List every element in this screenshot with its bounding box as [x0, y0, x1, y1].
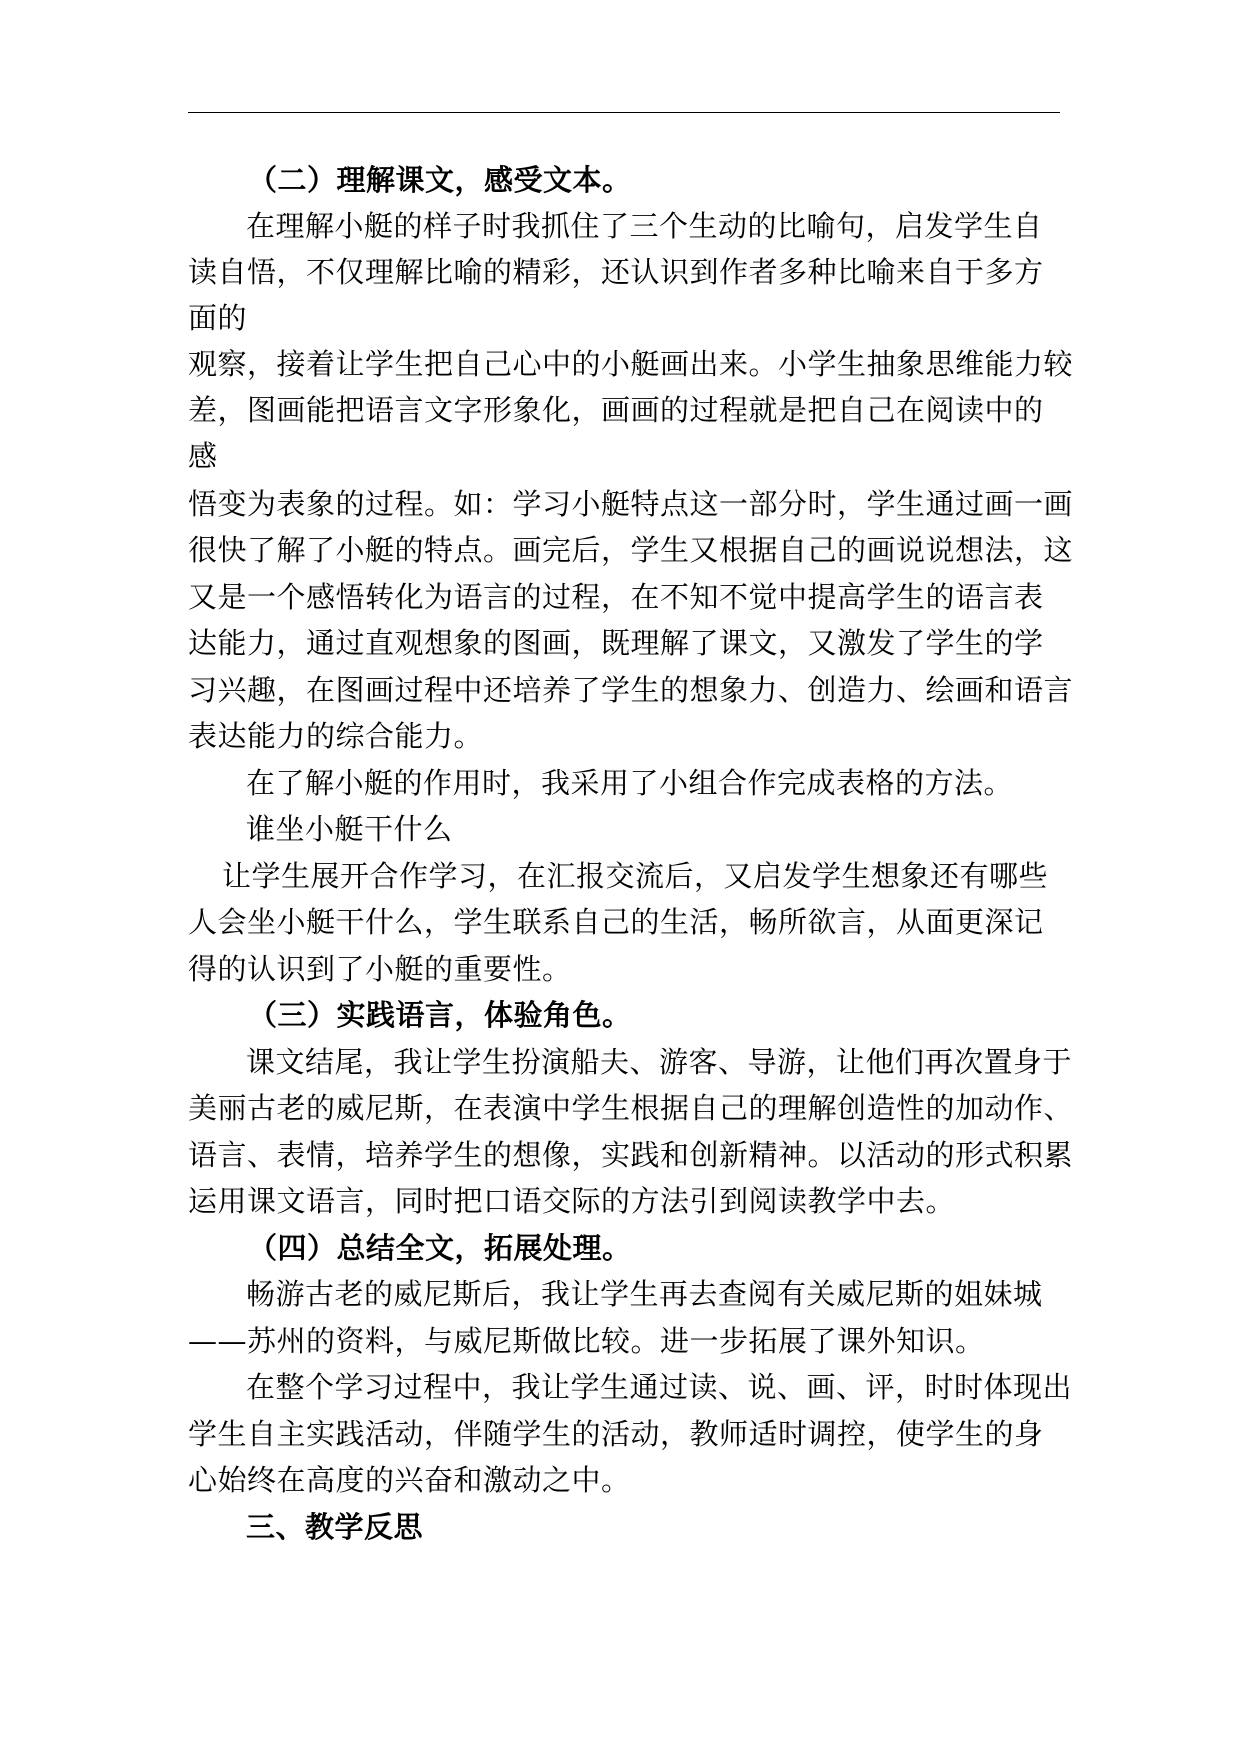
- section-heading-reflection: 三、教学反思: [246, 1510, 424, 1544]
- paragraph-line: 学生自主实践活动，伴随学生的活动，教师适时调控，使学生的身: [188, 1417, 1044, 1451]
- paragraph-line: 表达能力的综合能力。: [188, 719, 484, 753]
- paragraph-line: 很快了解了小艇的特点。画完后，学生又根据自己的画说说想法，这: [188, 533, 1074, 567]
- paragraph-line: 人会坐小艇干什么，学生联系自己的生活，畅所欲言，从面更深记: [188, 905, 1044, 939]
- paragraph-line: 得的认识到了小艇的重要性。: [188, 952, 572, 986]
- paragraph-line: 达能力，通过直观想象的图画，既理解了课文，又激发了学生的学: [188, 626, 1044, 660]
- section-heading-4: （四）总结全文，拓展处理。: [248, 1231, 632, 1265]
- paragraph-line: 观察，接着让学生把自己心中的小艇画出来。小学生抽象思维能力较: [188, 347, 1074, 381]
- paragraph-line: 悟变为表象的过程。如：学习小艇特点这一部分时，学生通过画一画: [188, 487, 1074, 521]
- paragraph-line: 习兴趣，在图画过程中还培养了学生的想象力、创造力、绘画和语言: [188, 673, 1074, 707]
- paragraph-line: 课文结尾，我让学生扮演船夫、游客、导游，让他们再次置身于: [246, 1045, 1073, 1079]
- paragraph-line: 在理解小艇的样子时我抓住了三个生动的比喻句，启发学生自: [246, 209, 1043, 243]
- paragraph-line: ——苏州的资料，与威尼斯做比较。进一步拓展了课外知识。: [188, 1324, 985, 1358]
- paragraph-line: 让学生展开合作学习，在汇报交流后，又启发学生想象还有哪些: [222, 859, 1049, 893]
- paragraph-line: 读自悟，不仅理解比喻的精彩，还认识到作者多种比喻来自于多方: [188, 255, 1044, 289]
- paragraph-line: 在了解小艇的作用时，我采用了小组合作完成表格的方法。: [246, 766, 1014, 800]
- paragraph-line: 面的: [188, 301, 248, 335]
- header-rule: [188, 112, 1060, 113]
- section-heading-3: （三）实践语言，体验角色。: [248, 998, 632, 1032]
- section-heading-2: （二）理解课文，感受文本。: [248, 163, 632, 197]
- table-caption: 谁坐小艇干什么: [246, 812, 453, 846]
- paragraph-line: 运用课文语言，同时把口语交际的方法引到阅读教学中去。: [188, 1184, 956, 1218]
- paragraph-line: 美丽古老的威尼斯，在表演中学生根据自己的理解创造性的加动作、: [188, 1091, 1074, 1125]
- paragraph-line: 感: [188, 439, 218, 473]
- paragraph-line: 又是一个感悟转化为语言的过程，在不知不觉中提高学生的语言表: [188, 580, 1044, 614]
- paragraph-line: 差，图画能把语言文字形象化，画画的过程就是把自己在阅读中的: [188, 393, 1044, 427]
- paragraph-line: 心始终在高度的兴奋和激动之中。: [188, 1463, 631, 1497]
- paragraph-line: 在整个学习过程中，我让学生通过读、说、画、评，时时体现出: [246, 1370, 1073, 1404]
- paragraph-line: 语言、表情，培养学生的想像，实践和创新精神。以活动的形式积累: [188, 1138, 1074, 1172]
- paragraph-line: 畅游古老的威尼斯后，我让学生再去查阅有关威尼斯的姐妹城: [246, 1277, 1043, 1311]
